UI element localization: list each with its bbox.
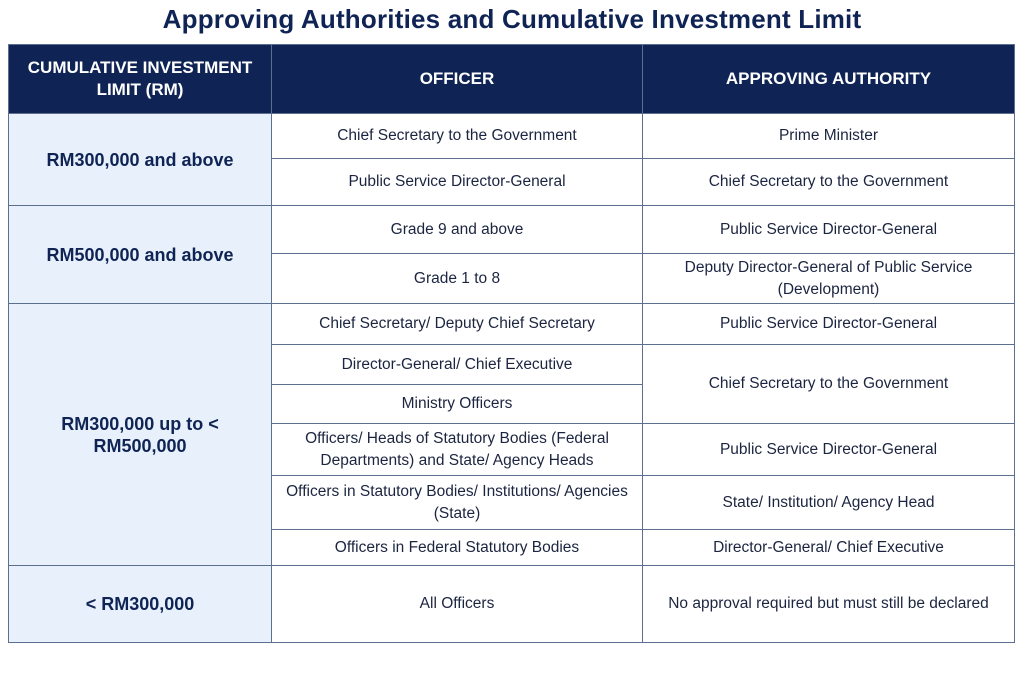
authority-cell: Public Service Director-General [643,424,1015,476]
officer-cell: Officers/ Heads of Statutory Bodies (Federal Departments) and State/ Agency Heads [272,424,643,476]
officer-cell: Public Service Director-General [272,159,643,206]
officer-cell: Grade 1 to 8 [272,254,643,304]
table-header-row [9,45,1015,114]
authority-cell: Public Service Director-General [643,206,1015,254]
authority-cell: Deputy Director-General of Public Service (Development) [643,254,1015,304]
table-row [9,304,1015,345]
header-approving-authority: APPROVING AUTHORITY [643,45,1015,114]
page-title: Approving Authorities and Cumulative Investment Limit [162,4,862,34]
limit-cell: RM500,000 and above [9,206,272,304]
officer-cell: All Officers [272,566,643,643]
header-cumulative-limit: CUMULATIVE INVESTMENT LIMIT (RM) [9,45,272,114]
table-row [9,566,1015,643]
officer-cell: Chief Secretary to the Government [272,114,643,159]
officer-cell: Grade 9 and above [272,206,643,254]
header-officer: OFFICER [272,45,643,114]
table-row [9,206,1015,254]
authority-cell: No approval required but must still be declared [643,566,1015,643]
authority-cell: Director-General/ Chief Executive [643,530,1015,566]
limit-cell: < RM300,000 [9,566,272,643]
authority-cell: Chief Secretary to the Government [643,345,1015,424]
table-row [9,114,1015,159]
officer-cell: Director-General/ Chief Executive [272,345,643,385]
limit-cell: RM300,000 and above [9,114,272,206]
authority-cell: Prime Minister [643,114,1015,159]
authority-cell: State/ Institution/ Agency Head [643,476,1015,530]
authority-table [8,44,1015,643]
officer-cell: Officers in Federal Statutory Bodies [272,530,643,566]
officer-cell: Officers in Statutory Bodies/ Institutions/ Agencies (State) [272,476,643,530]
officer-cell: Ministry Officers [272,385,643,424]
officer-cell: Chief Secretary/ Deputy Chief Secretary [272,304,643,345]
limit-cell: RM300,000 up to < RM500,000 [9,304,272,566]
authority-cell: Public Service Director-General [643,304,1015,345]
authority-cell: Chief Secretary to the Government [643,159,1015,206]
